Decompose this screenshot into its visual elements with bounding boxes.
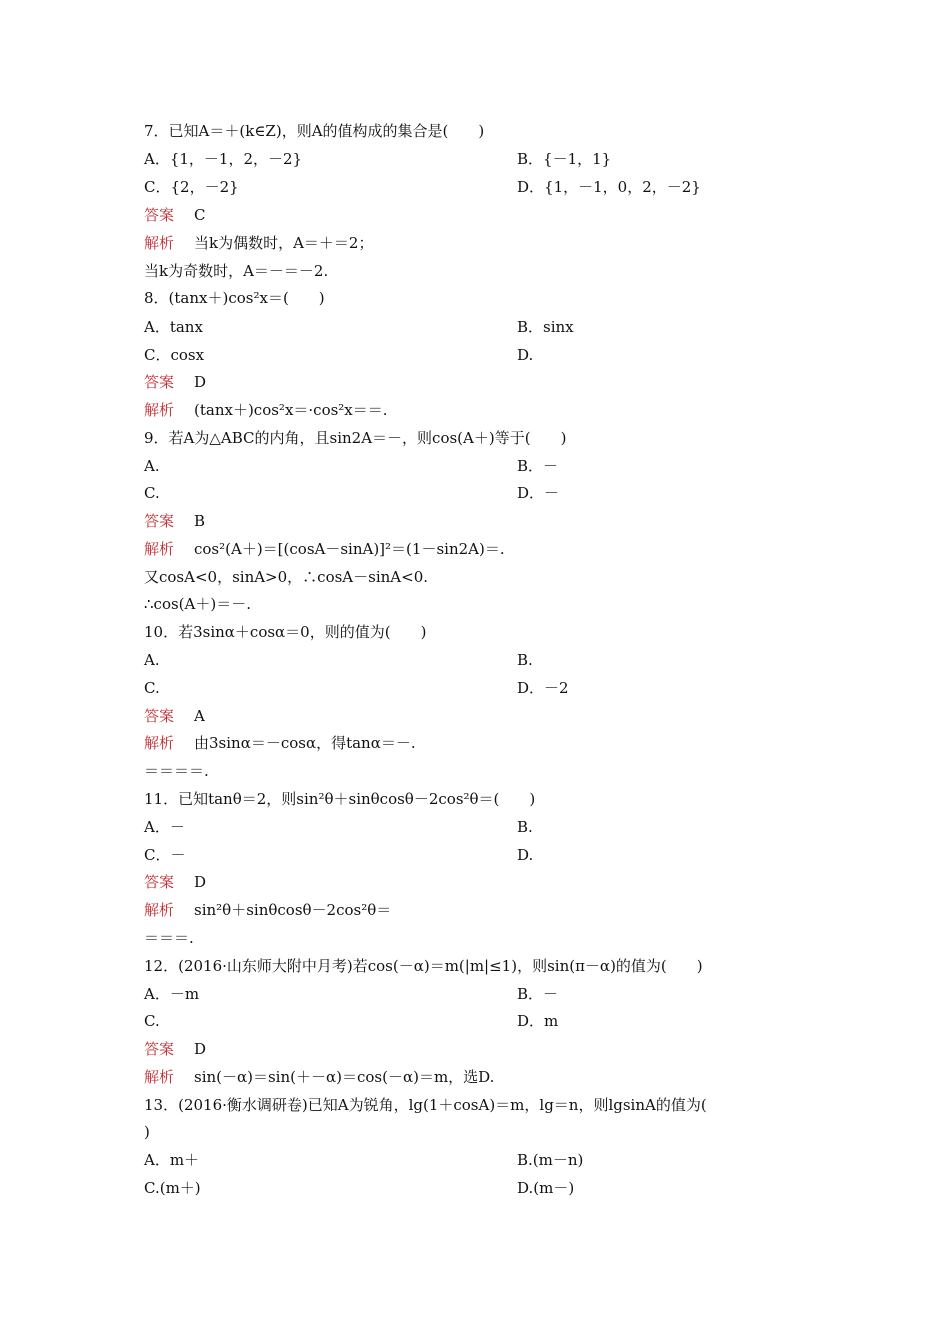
question-11-option-c: C．－: [144, 846, 186, 864]
answer-label: 答案: [144, 373, 175, 391]
question-7-option-a: A．{1，－1，2，－2}: [144, 150, 303, 168]
question-8-option-b: B．sinx: [517, 318, 574, 336]
question-10-stem: 10．若3sinα＋cosα＝0，则的值为( ): [144, 623, 427, 641]
question-11-option-d: D.: [517, 846, 534, 864]
answer-label: 答案: [144, 206, 175, 224]
answer-value: D: [194, 1040, 207, 1058]
analysis-text: (tanx＋)cos²x＝·cos²x＝＝.: [194, 401, 388, 419]
answer-label: 答案: [144, 707, 175, 725]
question-11-option-a: A．－: [144, 818, 185, 836]
answer-value: B: [194, 512, 206, 530]
analysis-label: 解析: [144, 401, 175, 419]
question-8-answer: [144, 372, 206, 392]
analysis-label: 解析: [144, 540, 175, 558]
answer-value: C: [194, 206, 206, 224]
question-11-option-b: B.: [517, 818, 533, 836]
question-9-analysis: [144, 539, 505, 559]
question-9-analysis-line: ∴cos(A＋)＝－.: [144, 595, 251, 613]
question-12-stem: 12．(2016·山东师大附中月考)若cos(－α)＝m(|m|≤1)，则sin(π－α)的值为( ): [144, 957, 703, 975]
question-13-option-b: B.(m－n): [517, 1151, 584, 1169]
question-9-answer: [144, 511, 205, 531]
question-11-analysis: [144, 900, 391, 920]
question-13-option-a: A．m＋: [144, 1151, 200, 1169]
question-12-option-d: D．m: [517, 1012, 559, 1030]
question-9-stem: 9．若A为△ABC的内角，且sin2A＝－，则cos(A＋)等于( ): [144, 429, 567, 447]
answer-value: D: [194, 373, 207, 391]
analysis-text: cos²(A＋)＝[(cosA－sinA)]²＝(1－sin2A)＝.: [194, 540, 505, 558]
question-10-answer: [144, 706, 205, 726]
question-10-analysis: [144, 733, 416, 753]
answer-label: 答案: [144, 1040, 175, 1058]
question-7-analysis: [144, 233, 373, 253]
question-10-option-d: D．－2: [517, 679, 569, 697]
question-9-option-b: B．－: [517, 457, 559, 475]
question-12-option-a: A．－m: [144, 985, 200, 1003]
analysis-text: 当k为偶数时，A＝＋＝2；: [194, 234, 374, 252]
answer-label: 答案: [144, 873, 175, 891]
question-12-answer: [144, 1039, 206, 1059]
question-8-option-a: A．tanx: [144, 318, 203, 336]
question-13-option-c: C.(m＋): [144, 1179, 201, 1197]
answer-value: D: [194, 873, 207, 891]
answer-value: A: [194, 707, 205, 725]
analysis-label: 解析: [144, 1068, 175, 1086]
question-12-analysis: [144, 1067, 494, 1087]
question-9-option-a: A.: [144, 457, 160, 475]
question-7-analysis-line: 当k为奇数时，A＝－＝－2.: [144, 262, 329, 280]
question-11-analysis-line: ＝＝＝.: [144, 929, 194, 947]
question-8-stem: 8．(tanx＋)cos²x＝( ): [144, 289, 325, 307]
question-11-answer: [144, 872, 206, 892]
question-10-analysis-line: ＝＝＝＝.: [144, 762, 209, 780]
question-7-option-b: B．{－1，1}: [517, 150, 612, 168]
question-13-option-d: D.(m－): [517, 1179, 575, 1197]
question-10-option-a: A.: [144, 651, 160, 669]
analysis-label: 解析: [144, 901, 175, 919]
question-9-option-c: C.: [144, 484, 160, 502]
question-8-analysis: [144, 400, 388, 420]
answer-label: 答案: [144, 512, 175, 530]
question-12-option-b: B．－: [517, 985, 559, 1003]
question-10-option-b: B.: [517, 651, 533, 669]
question-9-analysis-line: 又cosA<0，sinA>0，∴cosA－sinA<0.: [144, 568, 429, 586]
question-11-stem: 11．已知tanθ＝2，则sin²θ＋sinθcosθ－2cos²θ＝( ): [144, 790, 536, 808]
question-9-option-d: D．－: [517, 484, 560, 502]
analysis-text: sin²θ＋sinθcosθ－2cos²θ＝: [194, 901, 392, 919]
question-7-answer: [144, 205, 205, 225]
question-7-option-d: D．{1，－1，0，2，－2}: [517, 178, 701, 196]
question-7-stem: 7．已知A＝＋(k∈Z)，则A的值构成的集合是( ): [144, 122, 485, 140]
question-12-option-c: C.: [144, 1012, 160, 1030]
question-13-stem: 13．(2016·衡水调研卷)已知A为锐角，lg(1＋cosA)＝m，lg＝n，则lgsinA的值为(: [144, 1096, 707, 1114]
question-8-option-d: D.: [517, 346, 534, 364]
analysis-label: 解析: [144, 734, 175, 752]
analysis-label: 解析: [144, 234, 175, 252]
question-13-stem-continued: ): [144, 1123, 150, 1141]
question-7-option-c: C．{2，－2}: [144, 178, 239, 196]
question-10-option-c: C.: [144, 679, 160, 697]
question-8-option-c: C．cosx: [144, 346, 205, 364]
analysis-text: sin(－α)＝sin(＋－α)＝cos(－α)＝m，选D.: [194, 1068, 495, 1086]
analysis-text: 由3sinα＝－cosα，得tanα＝－.: [194, 734, 416, 752]
